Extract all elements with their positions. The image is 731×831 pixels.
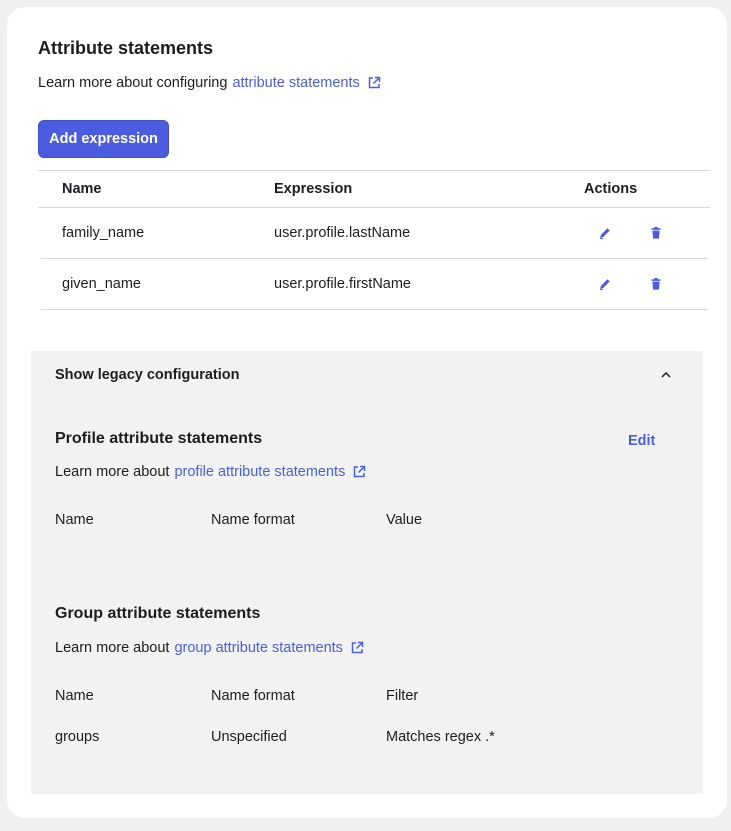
edit-pencil-icon[interactable] — [595, 223, 615, 243]
group-learn-more-line — [55, 640, 364, 656]
profile-attribute-title: Profile attribute statements — [55, 430, 263, 447]
profile-attribute-statements-link[interactable]: profile attribute statements — [174, 464, 346, 480]
table-row — [41, 208, 707, 259]
trash-icon[interactable] — [646, 274, 666, 294]
group-header-name: Name — [55, 688, 94, 704]
group-attribute-statements-link[interactable]: group attribute statements — [174, 640, 343, 656]
chevron-up-icon[interactable] — [658, 367, 674, 383]
row-expression: user.profile.lastName — [274, 225, 411, 241]
expressions-table — [38, 170, 710, 310]
row-name: family_name — [62, 225, 145, 241]
profile-header-name-format: Name format — [211, 512, 295, 528]
profile-learn-more-line — [55, 464, 366, 480]
table-header — [38, 170, 710, 208]
table-row — [41, 259, 707, 310]
header-actions: Actions — [584, 181, 638, 197]
learn-more-prefix: Learn more about — [55, 464, 170, 480]
header-name: Name — [62, 181, 102, 197]
attribute-statements-link[interactable]: attribute statements — [232, 75, 360, 91]
edit-button[interactable]: Edit — [628, 433, 656, 449]
learn-more-line — [38, 75, 381, 91]
group-header-name-format: Name format — [211, 688, 295, 704]
row-name: given_name — [62, 276, 141, 292]
legacy-toggle-label[interactable]: Show legacy configuration — [55, 367, 240, 383]
group-attribute-title: Group attribute statements — [55, 605, 261, 622]
row-expression: user.profile.firstName — [274, 276, 411, 292]
add-expression-button[interactable]: Add expression — [38, 120, 169, 158]
section-title: Attribute statements — [38, 38, 214, 58]
edit-pencil-icon[interactable] — [595, 274, 615, 294]
profile-header-value: Value — [386, 512, 423, 528]
external-link-icon[interactable] — [367, 76, 381, 90]
group-row-name: groups — [55, 729, 100, 745]
learn-more-prefix: Learn more about configuring — [38, 75, 228, 91]
external-link-icon[interactable] — [350, 641, 364, 655]
learn-more-prefix: Learn more about — [55, 640, 170, 656]
legacy-configuration-panel — [31, 351, 703, 794]
group-header-filter: Filter — [386, 688, 419, 704]
external-link-icon[interactable] — [352, 465, 366, 479]
profile-header-name: Name — [55, 512, 94, 528]
group-row-filter: Matches regex .* — [386, 729, 495, 745]
header-expression: Expression — [274, 181, 353, 197]
trash-icon[interactable] — [646, 223, 666, 243]
group-row-name-format: Unspecified — [211, 729, 287, 745]
